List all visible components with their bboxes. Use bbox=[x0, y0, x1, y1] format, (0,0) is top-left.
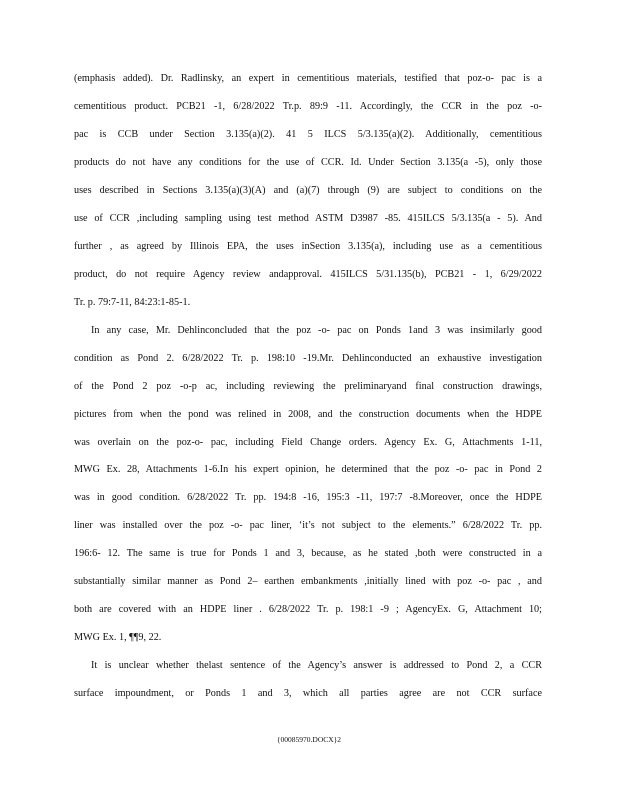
body-line: pictures from when the pond was relined in 2008, and the construction documents when the HDPE bbox=[74, 409, 542, 420]
body-line: was overlain on the poz-o- pac, including Field Change orders. Agency Ex. G, Attachments 1-11, bbox=[74, 437, 542, 448]
body-line: Tr. p. 79:7-11, 84:23:1-85-1. bbox=[74, 297, 191, 308]
body-line: surface impoundment, or Ponds 1 and 3, which all parties agree are not CCR surface bbox=[74, 688, 542, 699]
body-line: MWG Ex. 1, ¶¶9, 22. bbox=[74, 632, 162, 643]
body-line: substantially similar manner as Pond 2– earthen embankments ,initially lined with poz -o- pac , and bbox=[74, 576, 542, 587]
body-line: It is unclear whether thelast sentence of the Agency’s answer is addressed to Pond 2, a CCR bbox=[91, 660, 542, 671]
body-line: MWG Ex. 28, Attachments 1-6.In his expert opinion, he determined that the poz -o- pac in Pond 2 bbox=[74, 464, 542, 475]
body-line: condition as Pond 2. 6/28/2022 Tr. p. 198:10 -19.Mr. Dehlinconducted an exhaustive investigation bbox=[74, 353, 542, 364]
page-footer: {00085970.DOCX}2 bbox=[276, 735, 342, 744]
body-line: (emphasis added). Dr. Radlinsky, an expert in cementitious materials, testified that poz-o- pac is a bbox=[74, 73, 542, 84]
body-line: further , as agreed by Illinois EPA, the uses inSection 3.135(a), including use as a cementitious bbox=[74, 241, 542, 252]
body-line: both are covered with an HDPE liner . 6/28/2022 Tr. p. 198:1 -9 ; AgencyEx. G, Attachment 10; bbox=[74, 604, 542, 615]
body-line: liner was installed over the poz -o- pac liner, ‘it’s not subject to the elements.” 6/28/2022 Tr. pp. bbox=[74, 520, 542, 531]
body-line: product, do not require Agency review andapproval. 415ILCS 5/31.135(b), PCB21 - 1, 6/29/2022 bbox=[74, 269, 542, 280]
body-line: In any case, Mr. Dehlinconcluded that the poz -o- pac on Ponds 1and 3 was insimilarly good bbox=[91, 325, 542, 336]
body-line: uses described in Sections 3.135(a)(3)(A) and (a)(7) through (9) are subject to conditions on the bbox=[74, 185, 542, 196]
body-line: cementitious product. PCB21 -1, 6/28/2022 Tr.p. 89:9 -11. Accordingly, the CCR in the poz -o- bbox=[74, 101, 542, 112]
body-line: use of CCR ,including sampling using test method ASTM D3987 -85. 415ILCS 5/3.135(a - 5). And bbox=[74, 213, 542, 224]
body-line: products do not have any conditions for the use of CCR. Id. Under Section 3.135(a -5), only those bbox=[74, 157, 542, 168]
body-line: of the Pond 2 poz -o-p ac, including reviewing the preliminaryand final construction drawings, bbox=[74, 381, 542, 392]
body-line: 196:6- 12. The same is true for Ponds 1 and 3, because, as he stated ,both were constructed in a bbox=[74, 548, 542, 559]
body-line: pac is CCB under Section 3.135(a)(2). 41 5 ILCS 5/3.135(a)(2). Additionally, cementitious bbox=[74, 129, 542, 140]
body-line: was in good condition. 6/28/2022 Tr. pp. 194:8 -16, 195:3 -11, 197:7 -8.Moreover, once the HDPE bbox=[74, 492, 542, 503]
